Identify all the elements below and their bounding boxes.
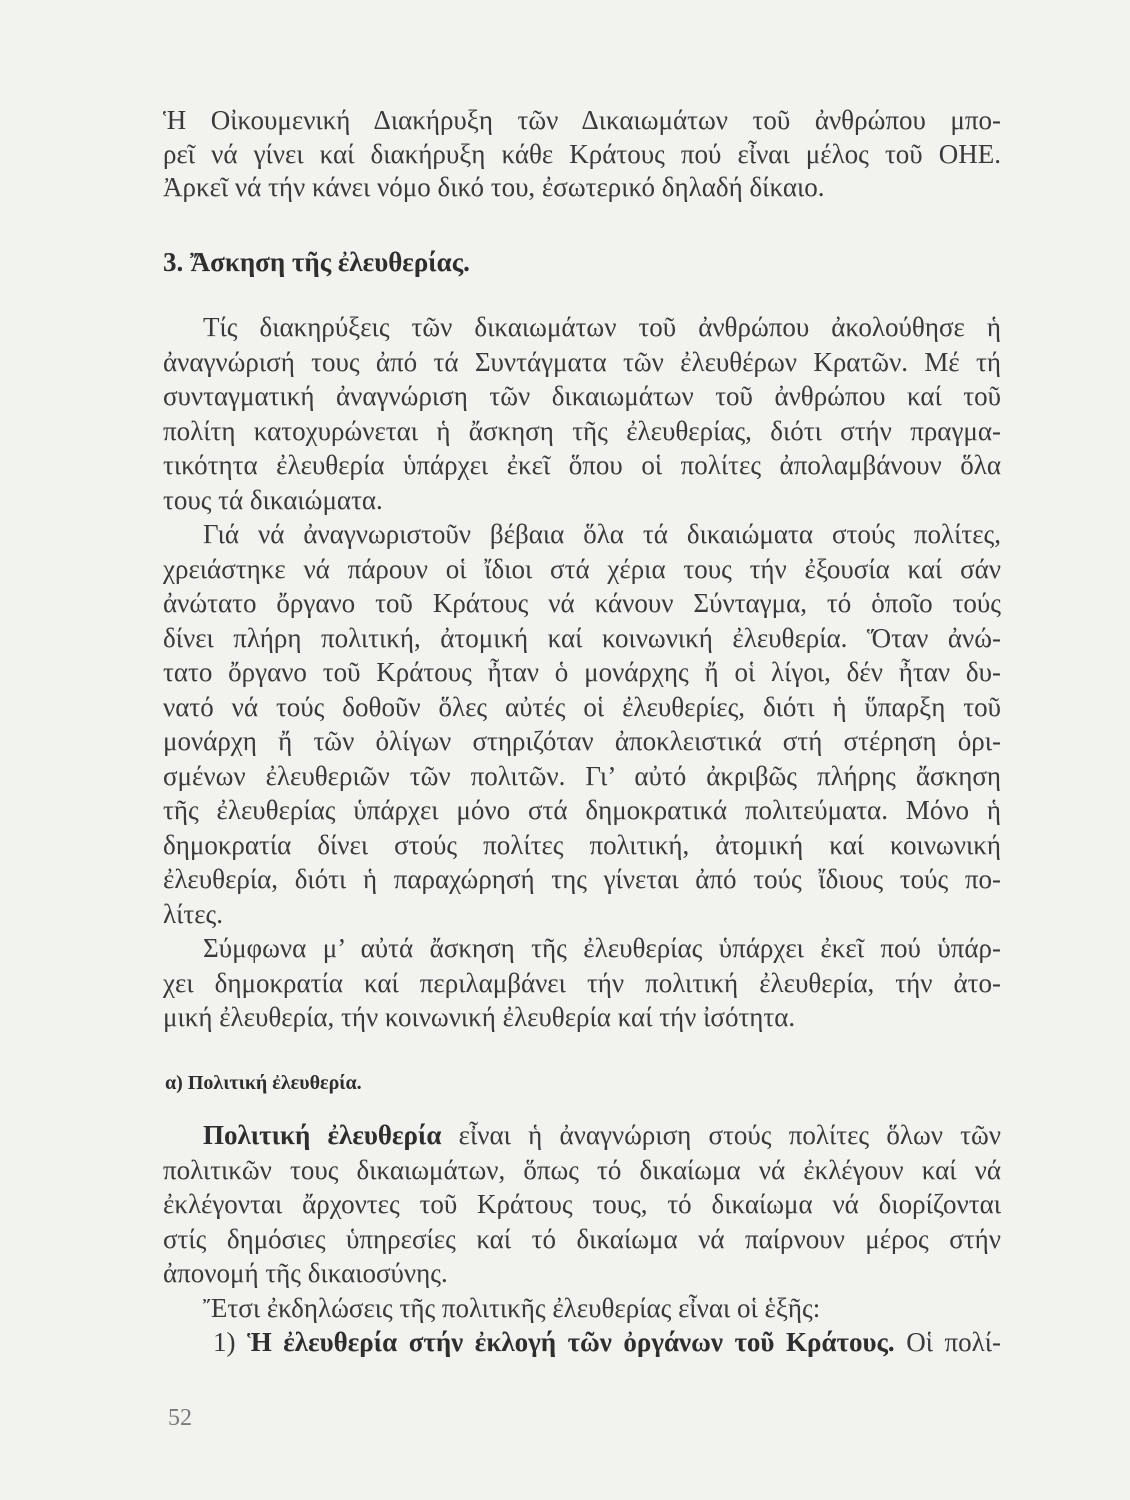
text-line: στίς δημόσιες ὑπηρεσίες καί τό δικαίωμα νά παίρνουν μέρος στήν [163,1223,1001,1254]
list-item [163,1325,1001,1360]
section-heading: 3. Ἄσκηση τῆς ἐλευθερίας. [163,247,470,277]
subsection-heading: α) Πολιτική ἐλευθερία. [165,1072,362,1094]
text-line: Ἀρκεῖ νά τήν κάνει νόμο δικό του, ἐσωτερικό δηλαδή δίκαιο. [163,172,825,202]
text-line [163,1118,1001,1153]
text-line: ἐλευθερία, διότι ἡ παραχώρησή της γίνεται ἀπό τούς ἴδιους τούς πο- [163,864,1001,894]
text-line [163,1325,1001,1360]
text-line: Ἡ Οἰκουμενική Διακήρυξη τῶν Δικαιωμάτων τοῦ ἀνθρώπου μπο- [163,105,1001,135]
text-line: χει δημοκρατία καί περιλαμβάνει τήν πολιτική ἐλευθερία, τήν ἀτο- [163,967,1001,998]
text-line: δίνει πλήρη πολιτική, ἀτομική καί κοινωνική ἐλευθερία. Ὅταν ἀνώ- [163,622,1001,653]
definition-paragraph [163,1118,1001,1291]
text-line: Γιά νά ἀναγνωριστοῦν βέβαια ὅλα τά δικαιώματα στούς πολίτες, [203,519,1001,549]
text-run: Οἱ πολί- [906,1327,1002,1357]
text-line: ἐκλέγονται ἄρχοντες τοῦ Κράτους τους, τό δικαίωμα νά διορίζονται [163,1189,1001,1219]
paragraph [163,517,1001,931]
section-body [163,310,1001,1035]
text-line: ἀπονομή τῆς δικαιοσύνης. [163,1258,448,1288]
item-title: Ἡ ἐλευθερία στήν ἐκλογή τῶν ὀργάνων τοῦ Κράτους. [247,1327,895,1357]
text-line: τικότητα ἐλευθερία ὑπάρχει ἐκεῖ ὅπου οἱ πολίτες ἀπολαμβάνουν ὅλα [163,450,1001,480]
text-line: Σύμφωνα μ’ αὐτά ἄσκηση τῆς ἐλευθερίας ὑπάρχει ἐκεῖ πού ὑπάρ- [203,933,1001,963]
paragraph [163,931,1001,1035]
text-line: Τίς διακηρύξεις τῶν δικαιωμάτων τοῦ ἀνθρώπου ἀκολούθησε ἡ [203,312,1001,342]
subsection-body [163,1118,1001,1360]
text-line: πολίτη κατοχυρώνεται ἡ ἄσκηση τῆς ἐλευθερίας, διότι στήν πραγμα- [163,415,1001,446]
text-line: ἀνώτατο ὄργανο τοῦ Κράτους νά κάνουν Σύνταγμα, τό ὁποῖο τούς [163,588,1001,618]
paragraph [163,1291,1001,1326]
text-line: Ἔτσι ἐκδηλώσεις τῆς πολιτικῆς ἐλευθερίας εἶναι οἱ ἑξῆς: [203,1292,821,1323]
paragraph [163,310,1001,517]
text-line: πολιτικῶν τους δικαιωμάτων, ὅπως τό δικαίωμα νά ἐκλέγουν καί νά [163,1154,1001,1185]
text-line: μική ἐλευθερία, τήν κοινωνική ἐλευθερία καί τήν ἰσότητα. [163,1002,796,1032]
text-line: τατο ὄργανο τοῦ Κράτους ἦταν ὁ μονάρχης ἤ οἱ λίγοι, δέν ἦταν δυ- [163,657,1001,687]
defined-term: Πολιτική ἐλευθερία [203,1120,442,1150]
page-number: 52 [168,1405,192,1431]
text-run: εἶναι ἡ ἀναγνώριση στούς πολίτες ὅλων τῶν [458,1120,1001,1150]
text-line: ἀναγνώρισή τους ἀπό τά Συντάγματα τῶν ἐλευθέρων Κρατῶν. Μέ τή [163,346,1001,377]
item-number: 1) [213,1327,236,1357]
text-line: τῆς ἐλευθερίας ὑπάρχει μόνο στά δημοκρατικά πολιτεύματα. Μόνο ἡ [163,795,1001,825]
text-line: τους τά δικαιώματα. [163,484,383,515]
text-line: χρειάστηκε νά πάρουν οἱ ἴδιοι στά χέρια τους τήν ἐξουσία καί σάν [163,553,1001,584]
text-line: σμένων ἐλευθεριῶν τῶν πολιτῶν. Γι’ αὐτό ἀκριβῶς πλήρης ἄσκηση [163,760,1001,791]
text-line: νατό νά τούς δοθοῦν ὅλες αὐτές οἱ ἐλευθερίες, διότι ἡ ὕπαρξη τοῦ [163,691,1001,722]
text-line: δημοκρατία δίνει στούς πολίτες πολιτική, ἀτομική καί κοινωνική [163,829,1001,860]
text-line: συνταγματική ἀναγνώριση τῶν δικαιωμάτων τοῦ ἀνθρώπου καί τοῦ [163,381,1001,411]
text-line: μονάρχη ἤ τῶν ὀλίγων στηριζόταν ἀποκλειστικά στή στέρηση ὁρι- [163,726,1001,756]
text-line: ρεῖ νά γίνει καί διακήρυξη κάθε Κράτους πού εἶναι μέλος τοῦ ΟΗΕ. [163,138,1001,169]
intro-paragraph [163,104,1001,205]
text-line: λίτες. [163,898,223,929]
